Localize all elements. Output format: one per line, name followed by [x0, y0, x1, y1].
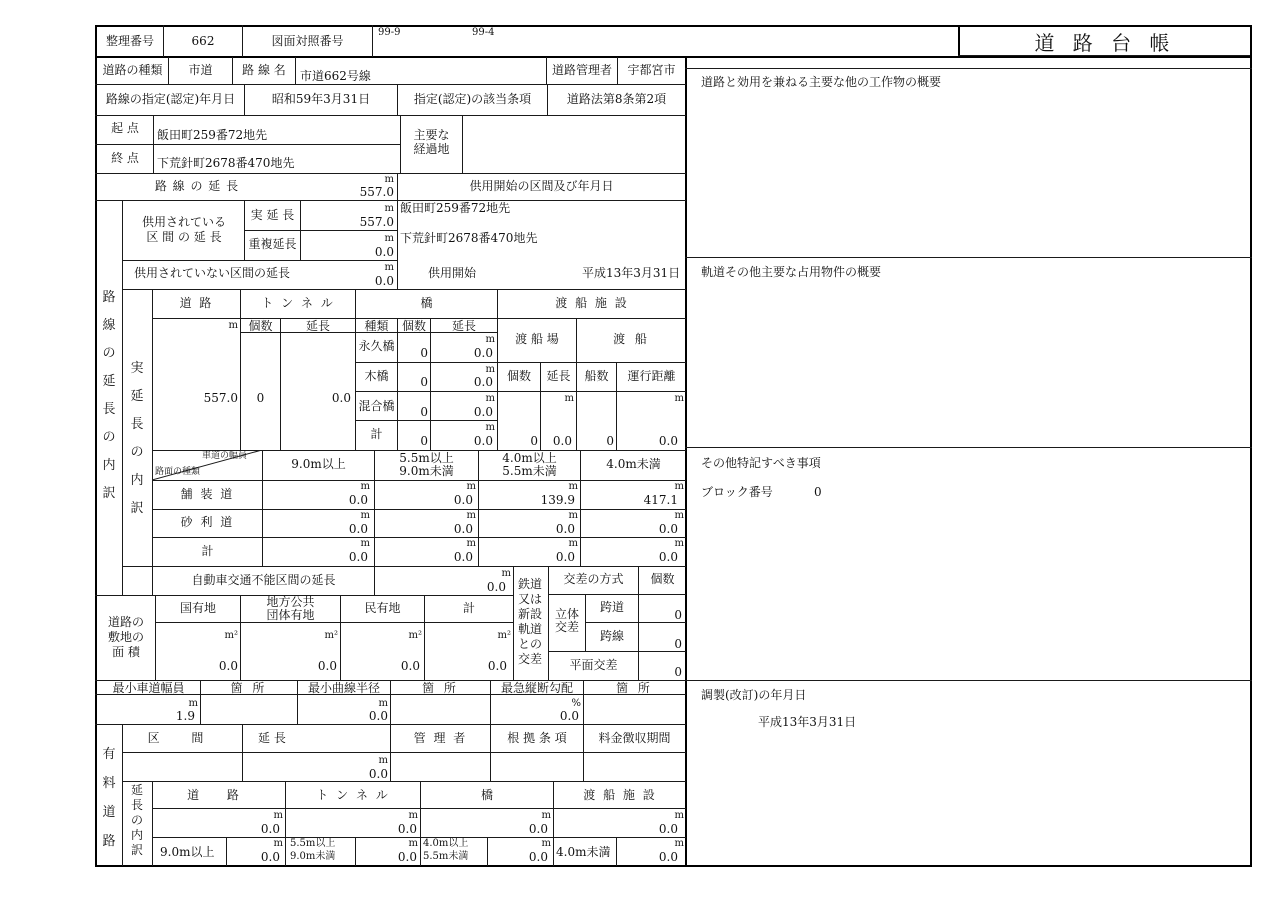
wt-col-4: 4.0m未満 — [606, 457, 661, 471]
ut-hashi-shurui-label: 種類 — [364, 319, 389, 333]
zumen-value-1: 99-9 — [378, 27, 401, 38]
yuryo-enchou-label: 延 長 — [258, 731, 286, 745]
ut-tosen-header: 渡 船 施 設 — [555, 296, 629, 310]
kosen-label: 跨線 — [599, 629, 624, 643]
yuryo-uchiwake-label: 延長の内訳 — [130, 783, 143, 857]
wt-col-1: 9.0m以上 — [291, 457, 346, 471]
keikachi-label-1: 主要な — [413, 128, 450, 142]
ko-v1 — [513, 566, 514, 680]
shitei-date-value: 昭和59年3月31日 — [271, 92, 371, 106]
bridge-count-2: 0 — [420, 405, 428, 419]
yr-w3a-label: 4.0m以上 — [423, 838, 469, 849]
rosenmei-value: 市道662号線 — [300, 69, 371, 83]
saishou-kasho-3: 箇 所 — [616, 681, 653, 695]
fukuin-value: 1.9 — [175, 709, 195, 723]
rp-kouzo-label: 道路と効用を兼ねる主要な他の工作物の概要 — [701, 75, 942, 89]
tosen-label: 渡 船 — [613, 332, 650, 346]
ut-douro-value: 557.0 — [203, 391, 238, 405]
minyu-unit: m² — [408, 630, 422, 641]
koubai-unit: % — [571, 698, 581, 709]
chiho-unit: m² — [324, 630, 338, 641]
mikyoyou-value: 0.0 — [374, 274, 394, 288]
wt-row-1-label: 砂 利 道 — [180, 515, 235, 529]
saishou-kasho-2: 箇 所 — [422, 681, 459, 695]
ut-tunnel-header: ト ン ネ ル — [261, 296, 335, 310]
chofuku-value: 0.0 — [374, 245, 394, 259]
kodou-label: 跨道 — [599, 600, 624, 614]
bridge-count-0: 0 — [420, 346, 428, 360]
saishou-koubai-label: 最急縦断勾配 — [500, 681, 573, 695]
yr-w4-value: 0.0 — [658, 850, 678, 864]
yr-w3b-label: 5.5m未満 — [423, 851, 469, 862]
shitei-jokou-label: 指定(認定)の該当条項 — [413, 92, 532, 106]
yr-w4-label: 4.0m未満 — [556, 845, 611, 859]
yr-tosen-header: 渡 船 施 設 — [583, 788, 657, 802]
bridge-length-1: 0.0 — [473, 375, 493, 389]
bridge-length-2: 0.0 — [473, 405, 493, 419]
ko-h2 — [585, 622, 686, 623]
ut-hashi-header: 橋 — [420, 296, 433, 310]
funa-count: 0 — [606, 434, 614, 448]
yr-tosen-value: 0.0 — [658, 822, 678, 836]
kokuyu-value: 0.0 — [218, 659, 238, 673]
yr-hashi-unit: m — [541, 810, 551, 821]
ut-v4 — [280, 318, 281, 450]
unko-kyori-label: 運行距離 — [627, 369, 676, 383]
bridge-unit-2: m — [485, 393, 495, 404]
yr-w2-unit: m — [408, 838, 418, 849]
ko-h3 — [548, 651, 686, 652]
rp-line-4 — [685, 680, 1252, 681]
r2-bottom — [95, 115, 686, 116]
bridge-count-3: 0 — [420, 434, 428, 448]
chiho-label-1: 地方公共 — [266, 595, 315, 609]
bridge-length-0: 0.0 — [473, 346, 493, 360]
bridge-type-1: 木橋 — [364, 369, 389, 383]
frame-right — [1250, 25, 1252, 867]
koisa-side-label: 鉄道又は新設軌道との交差 — [517, 577, 542, 666]
frame-bottom — [95, 865, 1252, 867]
kosen-value: 0 — [674, 637, 682, 651]
wt-r2-v4: 0.0 — [658, 550, 678, 564]
title-underline — [958, 55, 1250, 56]
kiten-value: 飯田町259番72地先 — [157, 128, 268, 142]
koubai-value: 0.0 — [559, 709, 579, 723]
tosenba-label: 渡 船 場 — [515, 332, 559, 346]
wt-corner-bottom: 路面の種類 — [155, 467, 201, 477]
fukuin-unit: m — [188, 698, 198, 709]
kyoyou-label-1: 供用されている — [141, 215, 226, 229]
wt-r0-u2: m — [466, 481, 476, 492]
yr-h1 — [122, 752, 686, 753]
yr-h3 — [152, 808, 686, 809]
bridge-unit-0: m — [485, 334, 495, 345]
wt-r1-v2: 0.0 — [453, 522, 473, 536]
ut-tunnel-length: 0.0 — [331, 391, 351, 405]
seiri-bango-label: 整理番号 — [105, 34, 154, 48]
frame-top — [95, 25, 1252, 27]
yr-tosen-unit: m — [674, 810, 684, 821]
kiten-label: 起 点 — [111, 121, 139, 135]
yuryo-konkyo-label: 根 拠 条 項 — [507, 731, 567, 745]
wt-r2-v1: 0.0 — [348, 550, 368, 564]
ky-h1 — [244, 230, 397, 231]
shubetsu-value: 市道 — [188, 63, 213, 77]
kyoyou-kukan-from: 飯田町259番72地先 — [400, 201, 511, 215]
saishou-kyokusen-label: 最小曲線半径 — [307, 681, 380, 695]
yuryo-side-label: 有料道路 — [102, 747, 116, 849]
kyoyou-kaishi-label: 供用開始 — [428, 266, 477, 280]
yr-hashi-value: 0.0 — [528, 822, 548, 836]
minyu-value: 0.0 — [400, 659, 420, 673]
wt-col-2a: 5.5m以上 — [399, 451, 454, 465]
rp-kido-label: 軌道その他主要な占用物件の概要 — [701, 265, 882, 279]
tosenba-unit: m — [564, 393, 574, 404]
rp-block-value: 0 — [814, 485, 822, 499]
zumen-value-2: 99-4 — [472, 27, 495, 38]
tosenba-enchou-label: 延長 — [546, 369, 571, 383]
wt-r0-v1: 0.0 — [348, 493, 368, 507]
wt-r1-u1: m — [360, 510, 370, 521]
wt-r0-u4: m — [674, 481, 684, 492]
kyoyou-kukan-label: 供用開始の区間及び年月日 — [469, 179, 614, 193]
enchou-unit: m — [384, 174, 394, 185]
shuten-value: 下荒針町2678番470地先 — [157, 156, 295, 170]
ut-h-b1 — [355, 362, 497, 363]
kei-unit: m² — [497, 630, 511, 641]
shitei-jokou-value: 道路法第8条第2項 — [566, 92, 667, 106]
rp-chousei-date: 平成13年3月31日 — [758, 715, 857, 729]
yuryo-kikan-label: 料金徴収期間 — [598, 731, 671, 745]
minyu-label: 民有地 — [364, 601, 401, 615]
shuten-label: 終 点 — [111, 151, 139, 165]
rp-chousei-label: 調製(改訂)の年月日 — [701, 688, 807, 702]
page-title: 道 路 台 帳 — [1034, 31, 1176, 55]
utiwake-side-label: 路線の延長の内訳 — [102, 290, 116, 501]
rosenmei-label: 路 線 名 — [242, 63, 286, 77]
shitei-date-label: 路線の指定(認定)年月日 — [105, 92, 236, 106]
ut-h-b2 — [355, 391, 686, 392]
kiten-v3 — [462, 115, 463, 173]
wt-r0-v3: 139.9 — [540, 493, 575, 507]
kei-value: 0.0 — [487, 659, 507, 673]
rp-sonota-label: その他特記すべき事項 — [701, 456, 821, 470]
kanrisha-value: 宇都宮市 — [627, 63, 676, 77]
yr-w1-value: 0.0 — [260, 850, 280, 864]
kyokusen-value: 0.0 — [368, 709, 388, 723]
wt-bottom — [122, 566, 686, 567]
bridge-length-3: 0.0 — [473, 434, 493, 448]
wt-r1-u3: m — [568, 510, 578, 521]
yr-tunnel-header: ト ン ネ ル — [316, 788, 390, 802]
yuryo-kanrisha-label: 管 理 者 — [413, 731, 468, 745]
chofuku-label: 重複延長 — [248, 237, 297, 251]
chiho-value: 0.0 — [317, 659, 337, 673]
header-bottom — [95, 56, 1252, 58]
tosenba-kosu-label: 個数 — [506, 369, 531, 383]
bridge-unit-3: m — [485, 422, 495, 433]
koisa-houshiki-label: 交差の方式 — [563, 572, 624, 586]
r1-v3 — [295, 57, 296, 84]
wt-r0-v4: 417.1 — [643, 493, 678, 507]
wt-col-3b: 5.5m未満 — [502, 464, 557, 478]
kyokusen-unit: m — [378, 698, 388, 709]
yr-h2 — [122, 781, 686, 782]
ut-hashi-kosu-label: 個数 — [401, 319, 426, 333]
shubetsu-label: 道路の種類 — [102, 63, 163, 77]
yr-side — [122, 724, 123, 866]
yr-w2b-label: 9.0m未満 — [290, 851, 336, 862]
yr-hashi-header: 橋 — [480, 788, 493, 802]
wt-r1-v4: 0.0 — [658, 522, 678, 536]
rittai-label: 立体交差 — [554, 607, 579, 634]
shikichi-label-3: 面 積 — [112, 645, 140, 659]
wt-r2-v3: 0.0 — [555, 550, 575, 564]
unko-unit: m — [674, 393, 684, 404]
zumen-label: 図面対照番号 — [271, 34, 344, 48]
heimen-value: 0 — [674, 665, 682, 679]
kanrisha-label: 道路管理者 — [551, 63, 612, 77]
mikyoyou-label: 供用されていない区間の延長 — [133, 266, 290, 280]
kodou-value: 0 — [674, 608, 682, 622]
yr-douro-header: 道 路 — [187, 788, 251, 802]
mikyoyou-unit: m — [384, 262, 394, 273]
ut-tunnel-enchou-label: 延長 — [305, 319, 330, 333]
funa-count-label: 船数 — [584, 369, 609, 383]
yr-w3-unit: m — [541, 838, 551, 849]
saishou-kasho-1: 箇 所 — [230, 681, 268, 695]
seiri-bango-value: 662 — [191, 34, 215, 48]
yr-w3-value: 0.0 — [528, 850, 548, 864]
yr-douro-unit: m — [273, 810, 283, 821]
yr-w4-unit: m — [674, 838, 684, 849]
enchou-label: 路 線 の 延 長 — [154, 179, 240, 193]
ut-douro-header: 道 路 — [179, 296, 214, 310]
funou-unit: m — [501, 568, 511, 579]
wt-r2-u3: m — [568, 538, 578, 549]
wt-col-2b: 9.0m未満 — [399, 464, 454, 478]
yr-w2-value: 0.0 — [397, 850, 417, 864]
bridge-type-0: 永久橋 — [358, 339, 395, 353]
enchou-bottom — [95, 200, 686, 201]
yuryo-enchou-unit: m — [378, 755, 388, 766]
yr-tunnel-value: 0.0 — [397, 822, 417, 836]
kiten-bottom — [95, 144, 400, 145]
yuryo-kukan-label: 区 間 — [147, 731, 218, 745]
kyoyou-kukan-to: 下荒針町2678番470地先 — [400, 231, 538, 245]
ut-hashi-enchou-label: 延長 — [451, 319, 476, 333]
bridge-type-3: 計 — [370, 427, 383, 441]
rp-block-label: ブロック番号 — [701, 485, 773, 499]
wt-r2-u4: m — [674, 538, 684, 549]
ky-h2 — [122, 260, 397, 261]
tosenba-count: 0 — [530, 434, 538, 448]
ko-h1 — [548, 594, 686, 595]
r1-bottom — [95, 84, 686, 85]
ut-tunnel-kosu-label: 個数 — [248, 319, 273, 333]
shikichi-label-1: 道路の — [107, 615, 144, 629]
jitsu-value: 557.0 — [359, 215, 394, 229]
sk-h1 — [155, 622, 513, 623]
kyoyou-kaishi-date: 平成13年3月31日 — [582, 266, 681, 280]
kiten-v1 — [153, 115, 154, 173]
wt-r0-u1: m — [360, 481, 370, 492]
yr-w2a-label: 5.5m以上 — [290, 838, 336, 849]
ky-bottom — [122, 289, 686, 290]
shikichi-kei-label: 計 — [462, 601, 475, 615]
yr-w1-label: 9.0m以上 — [160, 845, 215, 859]
enchou-value: 557.0 — [359, 185, 394, 199]
wt-row-0-label: 舗 装 道 — [180, 487, 235, 501]
shikichi-label-2: 敷地の — [107, 630, 144, 644]
wt-r2-u2: m — [466, 538, 476, 549]
kyoyou-label-2: 区 間 の 延 長 — [146, 230, 222, 244]
yr-tunnel-unit: m — [408, 810, 418, 821]
yr-douro-value: 0.0 — [260, 822, 280, 836]
wt-r1-u2: m — [466, 510, 476, 521]
yuryo-enchou-value: 0.0 — [368, 767, 388, 781]
bridge-type-2: 混合橋 — [358, 399, 395, 413]
chofuku-unit: m — [384, 233, 394, 244]
heimen-label: 平面交差 — [569, 658, 618, 672]
chiho-label-2: 団体有地 — [266, 608, 315, 622]
wt-r0-u3: m — [568, 481, 578, 492]
bridge-unit-1: m — [485, 364, 495, 375]
bridge-count-1: 0 — [420, 375, 428, 389]
wt-corner-top: 車道の幅員 — [202, 451, 248, 461]
hdr-v3 — [372, 25, 373, 57]
rp-line-1 — [685, 68, 1252, 69]
ut-h-t1 — [497, 362, 686, 363]
wt-col-3a: 4.0m以上 — [502, 451, 557, 465]
keikachi-label-2: 経過地 — [413, 142, 450, 156]
ut-h-b3 — [355, 420, 497, 421]
funou-value: 0.0 — [486, 580, 506, 594]
unko-kyori: 0.0 — [658, 434, 678, 448]
ut-tunnel-count: 0 — [256, 391, 265, 405]
jitsu-side-label: 実延長の内訳 — [130, 361, 144, 516]
wt-r1-v3: 0.0 — [555, 522, 575, 536]
kokuyu-label: 国有地 — [179, 601, 216, 615]
funou-label: 自動車交通不能区間の延長 — [191, 573, 336, 587]
yr-w1-unit: m — [273, 838, 283, 849]
wt-r0-v2: 0.0 — [453, 493, 473, 507]
ut-v1 — [240, 289, 241, 450]
wt-r2-v2: 0.0 — [453, 550, 473, 564]
kokuyu-unit: m² — [224, 630, 238, 641]
wt-r1-u4: m — [674, 510, 684, 521]
jitsu-unit: m — [384, 203, 394, 214]
koisa-kosu-label: 個数 — [650, 572, 675, 586]
ut-douro-unit: m — [228, 320, 238, 331]
rp-line-3 — [685, 447, 1252, 448]
tosenba-length: 0.0 — [552, 434, 572, 448]
rp-line-2 — [685, 257, 1252, 258]
jitsu-label: 実 延 長 — [250, 208, 295, 222]
wt-r1-v1: 0.0 — [348, 522, 368, 536]
wt-r2-u1: m — [360, 538, 370, 549]
saishou-fukuin-label: 最小車道幅員 — [112, 681, 185, 695]
wt-row-2-label: 計 — [201, 544, 214, 558]
